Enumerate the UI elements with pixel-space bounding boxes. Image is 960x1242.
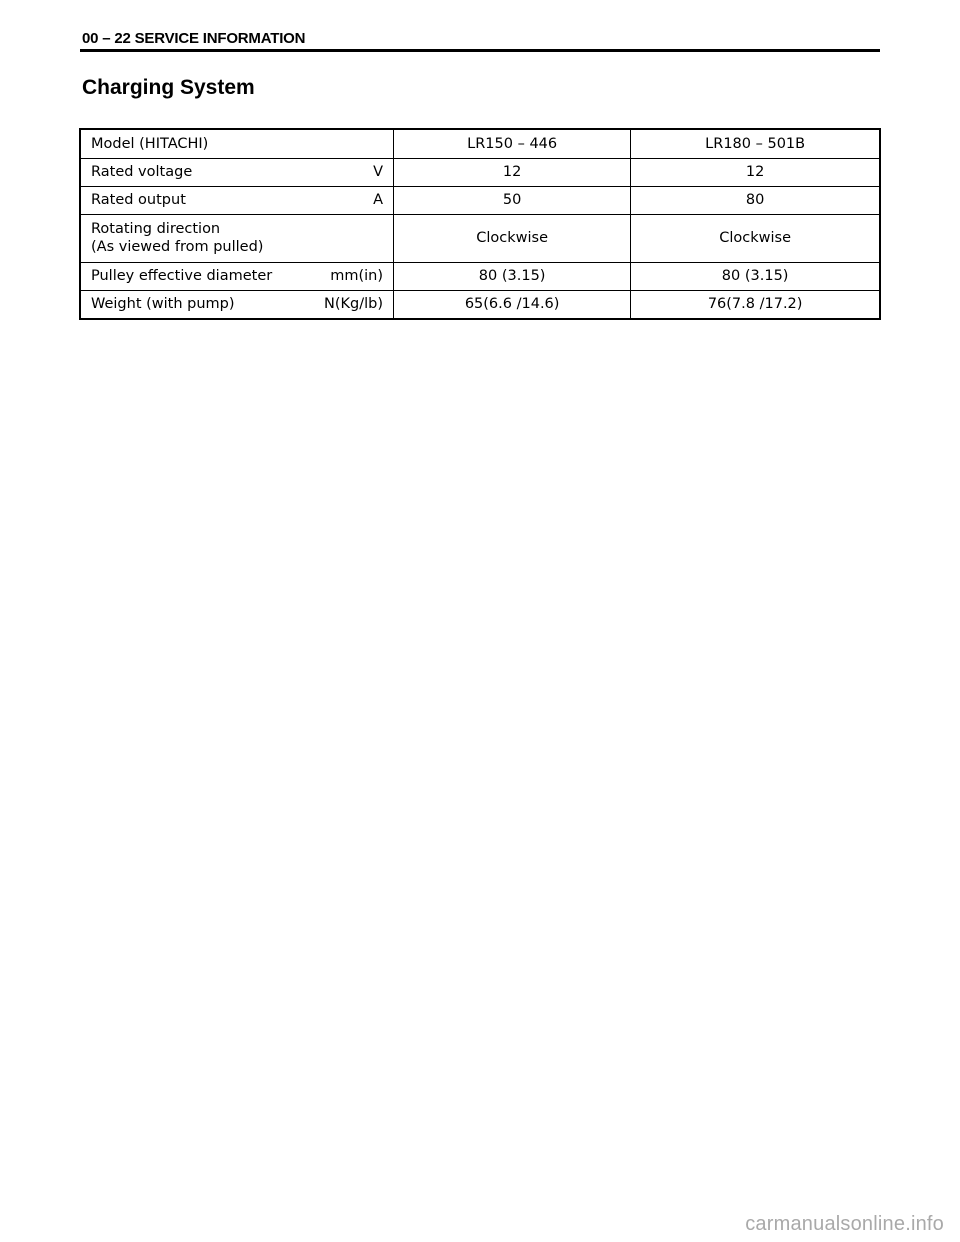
value-cell-lr150: LR150 – 446 — [394, 129, 631, 158]
value-cell-lr150: 12 — [394, 158, 631, 186]
value-cell-lr150: 65(6.6 /14.6) — [394, 290, 631, 319]
param-cell — [80, 290, 394, 319]
param-unit: N(Kg/lb) — [324, 296, 383, 313]
param-cell — [80, 262, 394, 290]
param-unit: mm(in) — [330, 268, 383, 284]
value-cell-lr150: 50 — [394, 186, 631, 214]
value-cell-lr180: LR180 – 501B — [631, 129, 880, 158]
param-label: Model (HITACHI) — [91, 135, 209, 152]
watermark-text: carmanualsonline.info — [745, 1213, 944, 1235]
page-header: 00 – 22 SERVICE INFORMATION — [82, 30, 306, 47]
param-label: Rated output — [91, 192, 186, 208]
param-cell — [80, 158, 394, 186]
value-cell-lr150: 80 (3.15) — [394, 262, 631, 290]
table-row — [80, 158, 880, 186]
value-cell-lr180: 80 (3.15) — [631, 262, 880, 290]
table-row — [80, 186, 880, 214]
charging-system-spec-table — [79, 128, 881, 320]
value-cell-lr180: Clockwise — [631, 214, 880, 262]
param-label — [91, 220, 383, 256]
param-label: Weight (with pump) — [91, 296, 235, 313]
param-label-line: (As viewed from pulled) — [91, 239, 264, 255]
param-cell — [80, 129, 394, 158]
param-label: Rated voltage — [91, 164, 193, 180]
param-label: Pulley effective diameter — [91, 268, 273, 284]
value-cell-lr180: 12 — [631, 158, 880, 186]
table-row — [80, 262, 880, 290]
param-cell — [80, 214, 394, 262]
section-title: Charging System — [82, 76, 255, 99]
value-cell-lr180: 80 — [631, 186, 880, 214]
param-cell — [80, 186, 394, 214]
table-row — [80, 214, 880, 262]
table-row — [80, 290, 880, 319]
value-cell-lr180: 76(7.8 /17.2) — [631, 290, 880, 319]
param-unit: V — [373, 164, 383, 180]
param-label-line: Rotating direction — [91, 221, 221, 237]
param-unit: A — [373, 192, 383, 208]
value-cell-lr150: Clockwise — [394, 214, 631, 262]
header-rule — [80, 49, 880, 52]
table-row — [80, 129, 880, 158]
